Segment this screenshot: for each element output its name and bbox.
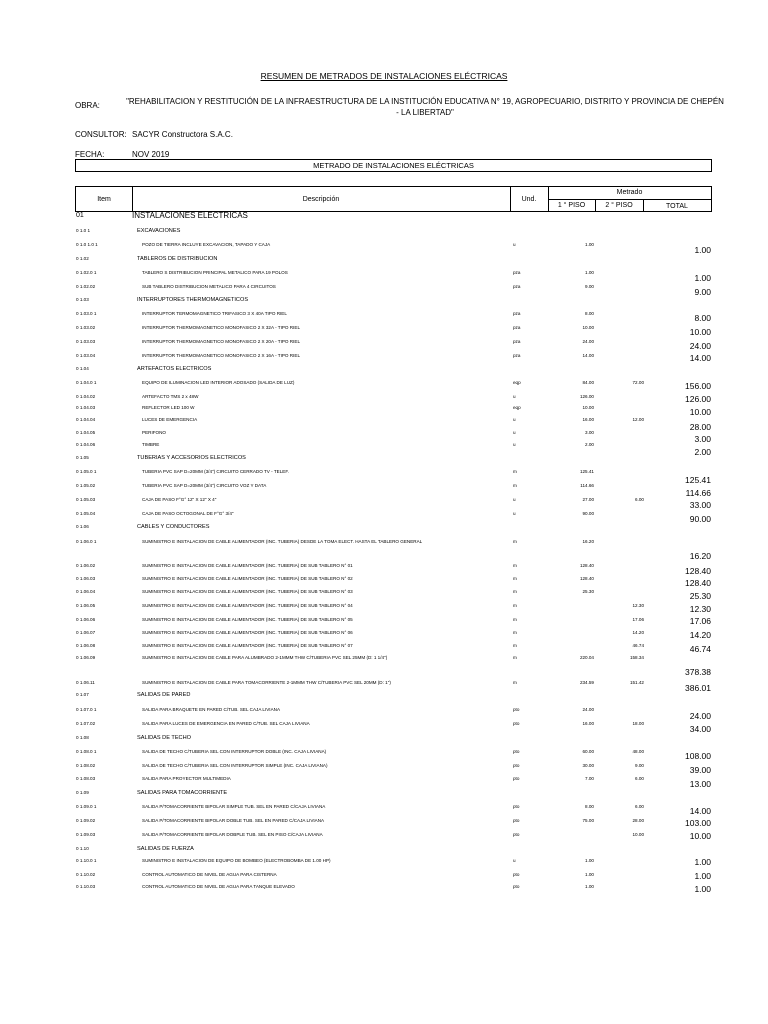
fecha-label: FECHA:	[75, 150, 105, 159]
total-value: 2.00	[694, 447, 711, 457]
total-value: 14.20	[689, 630, 711, 640]
item-piso1: 9.00	[585, 284, 594, 289]
item-code: 0 1.03.04	[76, 353, 96, 358]
item-piso1: 1.00	[585, 242, 594, 247]
item-piso2: 151.42	[629, 680, 644, 685]
item-code: 0 1.06.03	[76, 576, 96, 581]
item-piso1: 25.30	[582, 589, 594, 594]
item-code: 0 1.07.0 1	[76, 707, 97, 712]
item-piso2: 9.00	[635, 763, 644, 768]
item-description: SUMINISTRO E INSTALACION DE CABLE PARA ALUMBRADO 2-1MMM THW C/TUBERIA PVC SEL 25MM (D: 1 1/4")	[142, 655, 388, 660]
total-value: 90.00	[689, 514, 711, 524]
item-code: 01	[76, 212, 84, 219]
item-description: PERIFONO	[142, 430, 166, 435]
item-code: 0 1.06.09	[76, 655, 96, 660]
item-unit: m	[513, 603, 517, 608]
total-value: 12.30	[689, 604, 711, 614]
item-piso2: 17.06	[632, 617, 644, 622]
item-piso1: 8.00	[585, 804, 594, 809]
obra-description	[125, 96, 725, 118]
total-value: 125.41	[685, 475, 711, 485]
item-description: SALIDA DE TECHO C/TUBERIA SEL CON INTERRUPTOR DOBLE (INC. CAJA LIVIANA)	[142, 749, 327, 754]
item-unit: pto	[513, 776, 520, 781]
item-unit: pto	[513, 832, 520, 837]
item-code: 0 1.10.02	[76, 872, 96, 877]
item-description: SALIDAS PARA TOMACORRIENTE	[137, 790, 228, 796]
item-piso1: 10.00	[582, 405, 594, 410]
item-description: ARTEFACTOS ELECTRICOS	[137, 366, 212, 372]
item-unit: u	[513, 511, 516, 516]
item-piso1: 1.00	[585, 884, 594, 889]
section-title: METRADO DE INSTALACIONES ELÉCTRICAS	[75, 159, 712, 172]
item-piso1: 75.00	[582, 818, 594, 823]
total-value: 10.00	[689, 327, 711, 337]
item-description: POZO DE TIERRA INCLUYE EXCAVACION, TAPADO Y CAJA	[142, 242, 271, 247]
item-description: CONTROL AUTOMATICO DE NIVEL DE AGUA PARA CISTERNA	[142, 872, 277, 877]
obra-line-1: "REHABILITACION Y RESTITUCIÓN DE LA INFRAESTRUCTURA DE LA INSTITUCIÓN EDUCATIVA N° 19, AGROPECUARIO, DISTRITO Y PROVINCIA DE CHEPÉN	[126, 97, 724, 106]
header-und: Und.	[521, 196, 537, 203]
item-unit: pto	[513, 818, 520, 823]
item-piso1: 114.66	[580, 483, 594, 488]
item-code: 0 1.08.03	[76, 776, 96, 781]
item-code: 0 1.06.07	[76, 630, 96, 635]
item-unit: pto	[513, 707, 520, 712]
table-row	[0, 539, 768, 549]
total-value: 28.00	[689, 422, 711, 432]
header-piso1: 1 ° PISO	[557, 202, 586, 209]
item-code: 0 1.10.0 1	[76, 858, 97, 863]
item-piso1: 8.00	[585, 311, 594, 316]
total-value: 24.00	[689, 341, 711, 351]
item-code: 0 1.06.08	[76, 643, 96, 648]
item-piso1: 7.00	[585, 776, 594, 781]
item-unit: eqp	[513, 405, 521, 410]
item-unit: pza	[513, 339, 521, 344]
item-piso1: 16.00	[582, 721, 594, 726]
item-description: TUBERIA PVC SAP D=20MM (3/4") CIRCUITO CERRADO TV - TELEF.	[142, 469, 289, 474]
item-unit: m	[513, 655, 517, 660]
item-unit: m	[513, 576, 517, 581]
category-row	[0, 692, 768, 702]
header-metrado: Metrado	[616, 189, 643, 196]
item-description: SUMINISTRO E INSTALACION DE EQUIPO DE BOMBEO (ELECTROBOMBA DE 1.00 HP)	[142, 858, 331, 863]
item-description: INTERRUPTOR TERMOMAGNETICO TRIFASICO 3 X 40A TIPO RIEL	[142, 311, 287, 316]
item-piso1: 1.00	[585, 872, 594, 877]
item-piso1: 128.40	[579, 576, 594, 581]
fecha-value: NOV 2019	[132, 150, 170, 159]
total-value: 10.00	[689, 407, 711, 417]
item-unit: u	[513, 858, 516, 863]
category-row	[0, 846, 768, 856]
item-unit: pto	[513, 872, 520, 877]
total-value: 10.00	[689, 831, 711, 841]
item-unit: m	[513, 539, 517, 544]
item-code: 0 1.05.04	[76, 511, 96, 516]
item-unit: pto	[513, 749, 520, 754]
item-code: 0 1.02.02	[76, 284, 96, 289]
item-unit: pto	[513, 884, 520, 889]
item-unit: m	[513, 643, 517, 648]
item-code: 0 1.05.03	[76, 497, 96, 502]
total-value: 16.20	[689, 551, 711, 561]
table-row	[0, 655, 768, 665]
item-description: SALIDAS DE PARED	[137, 692, 191, 698]
item-description: TUBERIA PVC SAP D=20MM (3/4") CIRCUITO VOZ Y DATA	[142, 483, 267, 488]
item-description: TUBERIAS Y ACCESORIOS ELECTRICOS	[137, 455, 246, 461]
total-value: 103.00	[685, 818, 711, 828]
item-piso1: 220.04	[579, 655, 594, 660]
item-description: SALIDA P/TOMACORRIENTE BIPOLAR DOBLE TUB. SEL EN PARED C/CAJA LIVIANA	[142, 818, 325, 823]
item-unit: pto	[513, 763, 520, 768]
item-piso1: 27.00	[582, 497, 594, 502]
item-piso1: 125.41	[579, 469, 594, 474]
item-piso1: 2.00	[585, 442, 594, 447]
item-code: 0 1.04.03	[76, 405, 96, 410]
item-description: SALIDA PARA LUCES DE EMERGENCIA EN PARED C/TUB. SEL CAJA LIVIANA	[142, 721, 310, 726]
item-description: SUMINISTRO E INSTALACION DE CABLE ALIMENTADOR (INC. TUBERIA) DE SUB TABLERO N° 05	[142, 617, 353, 622]
item-code: 0 1.06.06	[76, 617, 96, 622]
item-unit: u	[513, 430, 516, 435]
item-code: 0 1.05.0 1	[76, 469, 97, 474]
item-description: SUMINISTRO E INSTALACION DE CABLE ALIMENTADOR (INC. TUBERIA) DE SUB TABLERO N° 04	[142, 603, 353, 608]
item-description: INSTALACIONES ELECTRICAS	[132, 211, 248, 220]
item-code: 0 1.08	[76, 735, 89, 740]
item-piso1: 10.00	[582, 325, 594, 330]
item-code: 0 1.06.02	[76, 563, 96, 568]
item-piso1: 1.00	[585, 270, 594, 275]
item-description: CONTROL AUTOMATICO DE NIVEL DE AGUA PARA TANQUE ELEVADO	[142, 884, 295, 889]
item-description: TABLEROS DE DISTRIBUCION	[137, 256, 218, 262]
total-value: 46.74	[689, 644, 711, 654]
item-piso1: 16.20	[582, 539, 594, 544]
item-code: 0 1.08.0 1	[76, 749, 97, 754]
item-description: CAJA DE PASO F°G° 12" X 12" X 4"	[142, 497, 217, 502]
total-value: 33.00	[689, 500, 711, 510]
total-value: 1.00	[694, 245, 711, 255]
item-piso2: 28.00	[632, 818, 644, 823]
total-value: 25.30	[689, 591, 711, 601]
item-unit: pto	[513, 721, 520, 726]
item-piso2: 12.00	[632, 417, 644, 422]
item-code: 0 1.04.04	[76, 417, 96, 422]
category-row	[0, 524, 768, 534]
item-description: EQUIPO DE ILUMINACION LED INTERIOR ADOSADO (SALIDA DE LUZ)	[142, 380, 295, 385]
item-piso2: 6.00	[635, 804, 644, 809]
item-unit: pza	[513, 311, 521, 316]
category-row	[0, 366, 768, 376]
item-description: SALIDA P/TOMACORRIENTE BIPOLAR SIMPLE TUB. SEL EN PARED C/CAJA LIVIANA	[142, 804, 326, 809]
item-description: SALIDA PARA PROYECTOR MULTIMEDIA	[142, 776, 231, 781]
item-code: 0 1.04.05	[76, 430, 96, 435]
item-piso1: 128.40	[579, 563, 594, 568]
item-description: SUMINISTRO E INSTALACION DE CABLE PARA TOMACORRIENTE 2-1MMM THW C/TUBERIA PVC SEL 20MM (D: 1")	[142, 680, 391, 685]
item-description: SALIDA PARA BRAQUETE EN PARED C/TUB. SEL CAJA LIVIANA	[142, 707, 281, 712]
total-value: 24.00	[689, 711, 711, 721]
item-unit: u	[513, 242, 516, 247]
item-code: 0 1.06.04	[76, 589, 96, 594]
item-description: CAJA DE PASO OCTOGONAL DE F°G° 3/4"	[142, 511, 234, 516]
item-unit: u	[513, 417, 516, 422]
item-code: 0 1.05.02	[76, 483, 96, 488]
item-unit: u	[513, 497, 516, 502]
item-code: 0 1.05	[76, 455, 89, 460]
total-value: 126.00	[685, 394, 711, 404]
consultor-label: CONSULTOR:	[75, 130, 127, 139]
header-descripcion: Descripción	[302, 196, 340, 203]
total-value: 156.00	[685, 381, 711, 391]
item-description: TIMBRE	[142, 442, 160, 447]
item-code: 0 1.06.05	[76, 603, 96, 608]
item-code: 0 1.04	[76, 366, 89, 371]
table-header	[75, 186, 712, 212]
header-total: TOTAL	[666, 203, 688, 210]
item-description: SUMINISTRO E INSTALACION DE CABLE ALIMENTADOR (INC. TUBERIA) DE SUB TABLERO N° 06	[142, 630, 353, 635]
consultor-value: SACYR Constructora S.A.C.	[132, 130, 233, 139]
item-piso2: 14.20	[632, 630, 644, 635]
item-description: EXCAVACIONES	[137, 228, 181, 234]
item-code: 0 1.02.0 1	[76, 270, 97, 275]
item-piso2: 6.00	[635, 776, 644, 781]
item-code: 0 1.0 1	[76, 228, 91, 233]
item-code: 0 1.0 1.0 1	[76, 242, 98, 247]
item-code: 0 1.09.0 1	[76, 804, 97, 809]
header-item: Item	[97, 196, 111, 203]
item-code: 0 1.03	[76, 297, 89, 302]
item-code: 0 1.02	[76, 256, 89, 261]
total-value: 386.01	[685, 683, 711, 693]
item-unit: m	[513, 563, 517, 568]
item-description: SALIDA P/TOMACORRIENTE BIPOLAR DOBPLE TUB. SEL EN PISO C/CAJA LIVIANA	[142, 832, 323, 837]
total-value: 9.00	[694, 287, 711, 297]
category-row	[0, 735, 768, 745]
item-code: 0 1.08.02	[76, 763, 96, 768]
item-piso1: 16.00	[582, 417, 594, 422]
item-description: INTERRUPTOR THERMOMAGNETICO MONOFASICO 2 X 32A - TIPO RIEL	[142, 325, 300, 330]
item-unit: m	[513, 469, 517, 474]
item-unit: u	[513, 394, 516, 399]
item-code: 0 1.09.02	[76, 818, 96, 823]
item-code: 0 1.04.02	[76, 394, 96, 399]
item-piso1: 24.00	[582, 707, 594, 712]
item-piso2: 48.00	[632, 749, 644, 754]
total-value: 108.00	[685, 751, 711, 761]
item-code: 0 1.09	[76, 790, 89, 795]
item-unit: m	[513, 630, 517, 635]
item-description: CABLES Y CONDUCTORES	[137, 524, 210, 530]
item-unit: pza	[513, 284, 521, 289]
item-description: ARTEFACTO TMS 2 x 48W	[142, 394, 199, 399]
item-description: SALIDAS DE FUERZA	[137, 846, 194, 852]
item-piso1: 60.00	[582, 749, 594, 754]
item-description: LUCES DE EMERGENCIA	[142, 417, 198, 422]
item-code: 0 1.07.02	[76, 721, 96, 726]
total-value: 3.00	[694, 434, 711, 444]
item-unit: pza	[513, 270, 521, 275]
item-description: SUB TABLERO DISTRIBUCION METALICO PARA 4 CIRCUITOS	[142, 284, 276, 289]
item-piso2: 12.30	[632, 603, 644, 608]
obra-label: OBRA:	[75, 101, 100, 110]
item-piso1: 84.00	[582, 380, 594, 385]
item-unit: pto	[513, 804, 520, 809]
item-piso1: 126.00	[579, 394, 594, 399]
item-piso2: 158.34	[629, 655, 644, 660]
item-description: INTERRUPTOR THERMOMAGNETICO MONOFASICO 2 X 20A - TIPO RIEL	[142, 339, 300, 344]
item-unit: u	[513, 442, 516, 447]
item-code: 0 1.04.06	[76, 442, 96, 447]
total-value: 1.00	[694, 857, 711, 867]
item-piso1: 24.00	[582, 339, 594, 344]
item-code: 0 1.10.03	[76, 884, 96, 889]
total-value: 378.38	[685, 667, 711, 677]
item-piso1: 234.59	[579, 680, 594, 685]
item-unit: pza	[513, 353, 521, 358]
category-row	[0, 256, 768, 266]
item-piso1: 30.00	[582, 763, 594, 768]
item-piso2: 18.00	[632, 721, 644, 726]
document-title: RESUMEN DE METRADOS DE INSTALACIONES ELÉCTRICAS	[260, 71, 508, 81]
item-unit: pza	[513, 325, 521, 330]
item-code: 0 1.04.0 1	[76, 380, 97, 385]
header-piso2: 2 ° PISO	[605, 202, 633, 209]
item-description: SALIDAS DE TECHO	[137, 735, 191, 741]
total-value: 39.00	[689, 765, 711, 775]
item-piso2: 72.00	[632, 380, 644, 385]
total-value: 14.00	[689, 353, 711, 363]
total-value: 1.00	[694, 871, 711, 881]
item-unit: m	[513, 617, 517, 622]
item-piso2: 10.00	[632, 832, 644, 837]
total-value: 1.00	[694, 273, 711, 283]
item-description: SUMINISTRO E INSTALACION DE CABLE ALIMENTADOR (INC. TUBERIA) DE SUB TABLERO N° 07	[142, 643, 353, 648]
item-code: 0 1.07	[76, 692, 89, 697]
total-value: 128.40	[685, 566, 711, 576]
category-row	[0, 297, 768, 307]
item-piso2: 6.00	[635, 497, 644, 502]
item-piso1: 14.00	[582, 353, 594, 358]
obra-line-2: - LA LIBERTAD"	[396, 108, 454, 117]
total-value: 14.00	[689, 806, 711, 816]
item-description: SUMINISTRO E INSTALACION DE CABLE ALIMENTADOR (INC. TUBERIA) DE SUB TABLERO N° 01	[142, 563, 353, 568]
item-piso1: 3.00	[585, 430, 594, 435]
item-piso2: 46.74	[632, 643, 644, 648]
item-description: INTERRUPTORES THERMOMAGNETICOS	[137, 297, 249, 303]
item-code: 0 1.06.11	[76, 680, 95, 685]
total-value: 114.66	[685, 488, 711, 498]
total-value: 128.40	[685, 578, 711, 588]
item-description: SALIDA DE TECHO C/TUBERIA SEL CON INTERRUPTOR SIMPLE (INC. CAJA LIVIANA)	[142, 763, 328, 768]
item-unit: m	[513, 483, 517, 488]
item-piso1: 90.00	[582, 511, 594, 516]
item-code: 0 1.06	[76, 524, 89, 529]
item-piso1: 1.00	[585, 858, 594, 863]
total-value: 34.00	[689, 724, 711, 734]
total-value: 17.06	[689, 616, 711, 626]
group-row	[0, 211, 768, 224]
item-description: SUMINISTRO E INSTALACION DE CABLE ALIMENTADOR (INC. TUBERIA) DE SUB TABLERO N° 03	[142, 589, 353, 594]
category-row	[0, 790, 768, 800]
item-unit: m	[513, 680, 517, 685]
item-unit: eqp	[513, 380, 521, 385]
item-code: 0 1.09.03	[76, 832, 96, 837]
item-code: 0 1.03.02	[76, 325, 96, 330]
item-description: INTERRUPTOR THERMOMAGNETICO MONOFASICO 2 X 16A - TIPO RIEL	[142, 353, 300, 358]
item-code: 0 1.03.03	[76, 339, 96, 344]
category-row	[0, 228, 768, 238]
item-description: REFLECTOR LED 100 W	[142, 405, 195, 410]
item-description: SUMINISTRO E INSTALACION DE CABLE ALIMENTADOR (INC. TUBERIA) DE SUB TABLERO N° 02	[142, 576, 353, 581]
item-description: TABLERO S DISTRIBUCION PRINCIPAL METALICO PARA 19 POLOS	[142, 270, 288, 275]
total-value: 13.00	[689, 779, 711, 789]
item-code: 0 1.03.0 1	[76, 311, 97, 316]
item-unit: m	[513, 589, 517, 594]
total-value: 8.00	[694, 313, 711, 323]
item-code: 0 1.10	[76, 846, 89, 851]
item-description: SUMINISTRO E INSTALACION DE CABLE ALIMENTADOR (INC. TUBERIA) DESDE LA TOMA ELECT. HASTA EL TABLERO GENERAL	[142, 539, 423, 544]
total-value: 1.00	[694, 884, 711, 894]
item-code: 0 1.06.0 1	[76, 539, 97, 544]
